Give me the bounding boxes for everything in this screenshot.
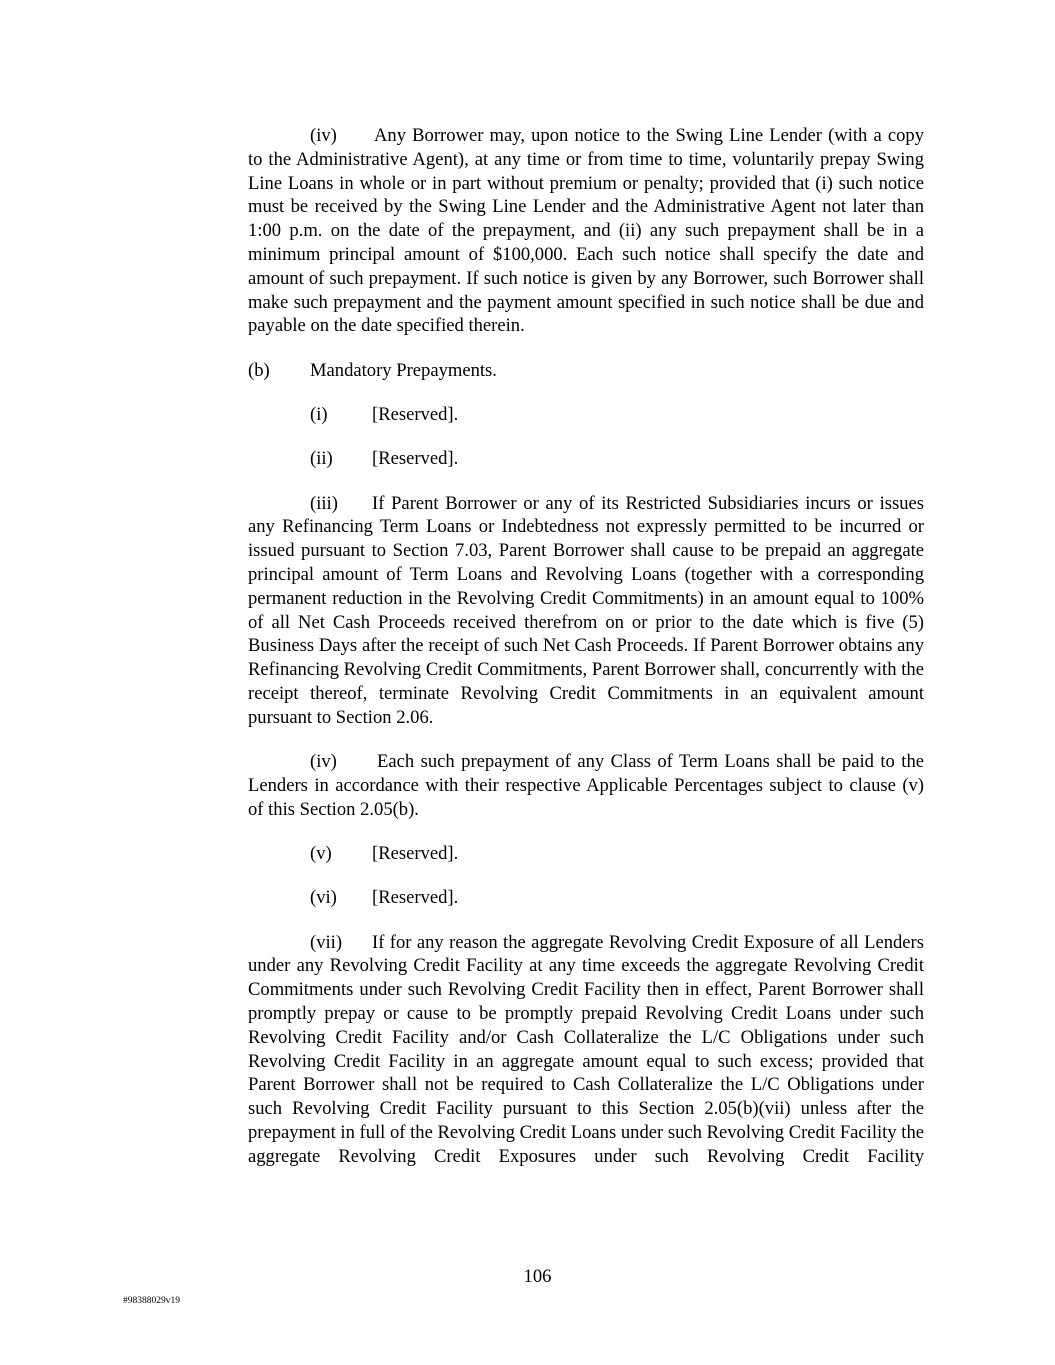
- clause-number: (v): [310, 842, 332, 864]
- clause-number: (vi): [310, 887, 337, 909]
- clause-number: (iv): [310, 751, 337, 773]
- paragraph-iv-term-loans: [248, 750, 924, 821]
- paragraph-vii-exposure: [248, 931, 924, 1169]
- clause-text: [Reserved].: [372, 887, 459, 909]
- clause-text: If for any reason the aggregate Revolving Credit Exposure of all Lenders under any Revolving Credit Facility at any time exceeds the aggregate Revolving Credit Commitments under such Revolving Credit Facility then in effect, Parent Borrower shall promptly prepay or cause to be promptly prepaid Revolving Credit Loans under such Revolving Credit Facility and/or Cash Collateralize the L/C Obligations under such Revolving Credit Facility in an aggregate amount equal to such excess; provided that Parent Borrower shall not be required to Cash Collateralize the L/C Obligations under such Revolving Credit Facility pursuant to this Section 2.05(b)(vii) unless after the prepayment in full of the Revolving Credit Loans under such Revolving Credit Facility the aggregate Revolving Credit Exposures under such Revolving Credit Facility: [248, 931, 924, 1167]
- body-text: [248, 124, 924, 1168]
- clause-ii-reserved: [248, 447, 924, 471]
- clause-number: (vii): [310, 931, 343, 953]
- clause-number: (b): [248, 359, 270, 381]
- clause-text: [Reserved].: [372, 448, 459, 470]
- paragraph-iii-refinancing: [248, 492, 924, 730]
- clause-text: Each such prepayment of any Class of Term Loans shall be paid to the Lenders in accordance with their respective Applicable Percentages subject to clause (v) of this Section 2.05(b).: [248, 751, 924, 820]
- clause-text: [Reserved].: [372, 842, 459, 864]
- clause-text: Any Borrower may, upon notice to the Swing Line Lender (with a copy to the Administrative Agent), at any time or from time to time, voluntarily prepay Swing Line Loans in whole or in part without premium or penalty; provided that (i) such notice must be received by the Swing Line Lender and the Administrative Agent not later than 1:00 p.m. on the date of the prepayment, and (ii) any such prepayment shall be in a minimum principal amount of $100,000. Each such notice shall specify the date and amount of such prepayment. If such notice is given by any Borrower, such Borrower shall make such prepayment and the payment amount specified in such notice shall be due and payable on the date specified therein.: [248, 125, 924, 337]
- heading-mandatory-prepayments: [248, 359, 924, 383]
- document-id: #98388029v19: [123, 1296, 180, 1306]
- clause-number: (iv): [310, 125, 337, 146]
- clause-vi-reserved: [248, 886, 924, 910]
- clause-text: Mandatory Prepayments.: [310, 359, 497, 381]
- clause-i-reserved: [248, 403, 924, 427]
- clause-text: If Parent Borrower or any of its Restricted Subsidiaries incurs or issues any Refinancing Term Loans or Indebtedness not expressly permitted to be incurred or issued pursuant to Section 7.03, Parent Borrower shall cause to be prepaid an aggregate principal amount of Term Loans and Revolving Loans (together with a corresponding permanent reduction in the Revolving Credit Commitments) in an amount equal to 100% of all Net Cash Proceeds received therefrom on or prior to the date which is five (5) Business Days after the receipt of such Net Cash Proceeds. If Parent Borrower obtains any Refinancing Revolving Credit Commitments, Parent Borrower shall, concurrently with the receipt thereof, terminate Revolving Credit Commitments in an equivalent amount pursuant to Section 2.06.: [248, 492, 924, 728]
- paragraph-iv-swing-line: [248, 124, 924, 338]
- clause-number: (iii): [310, 492, 338, 514]
- page-number: 106: [523, 1266, 552, 1287]
- clause-number: (ii): [310, 448, 333, 470]
- clause-number: (i): [310, 403, 328, 425]
- clause-v-reserved: [248, 842, 924, 866]
- clause-text: [Reserved].: [372, 403, 459, 425]
